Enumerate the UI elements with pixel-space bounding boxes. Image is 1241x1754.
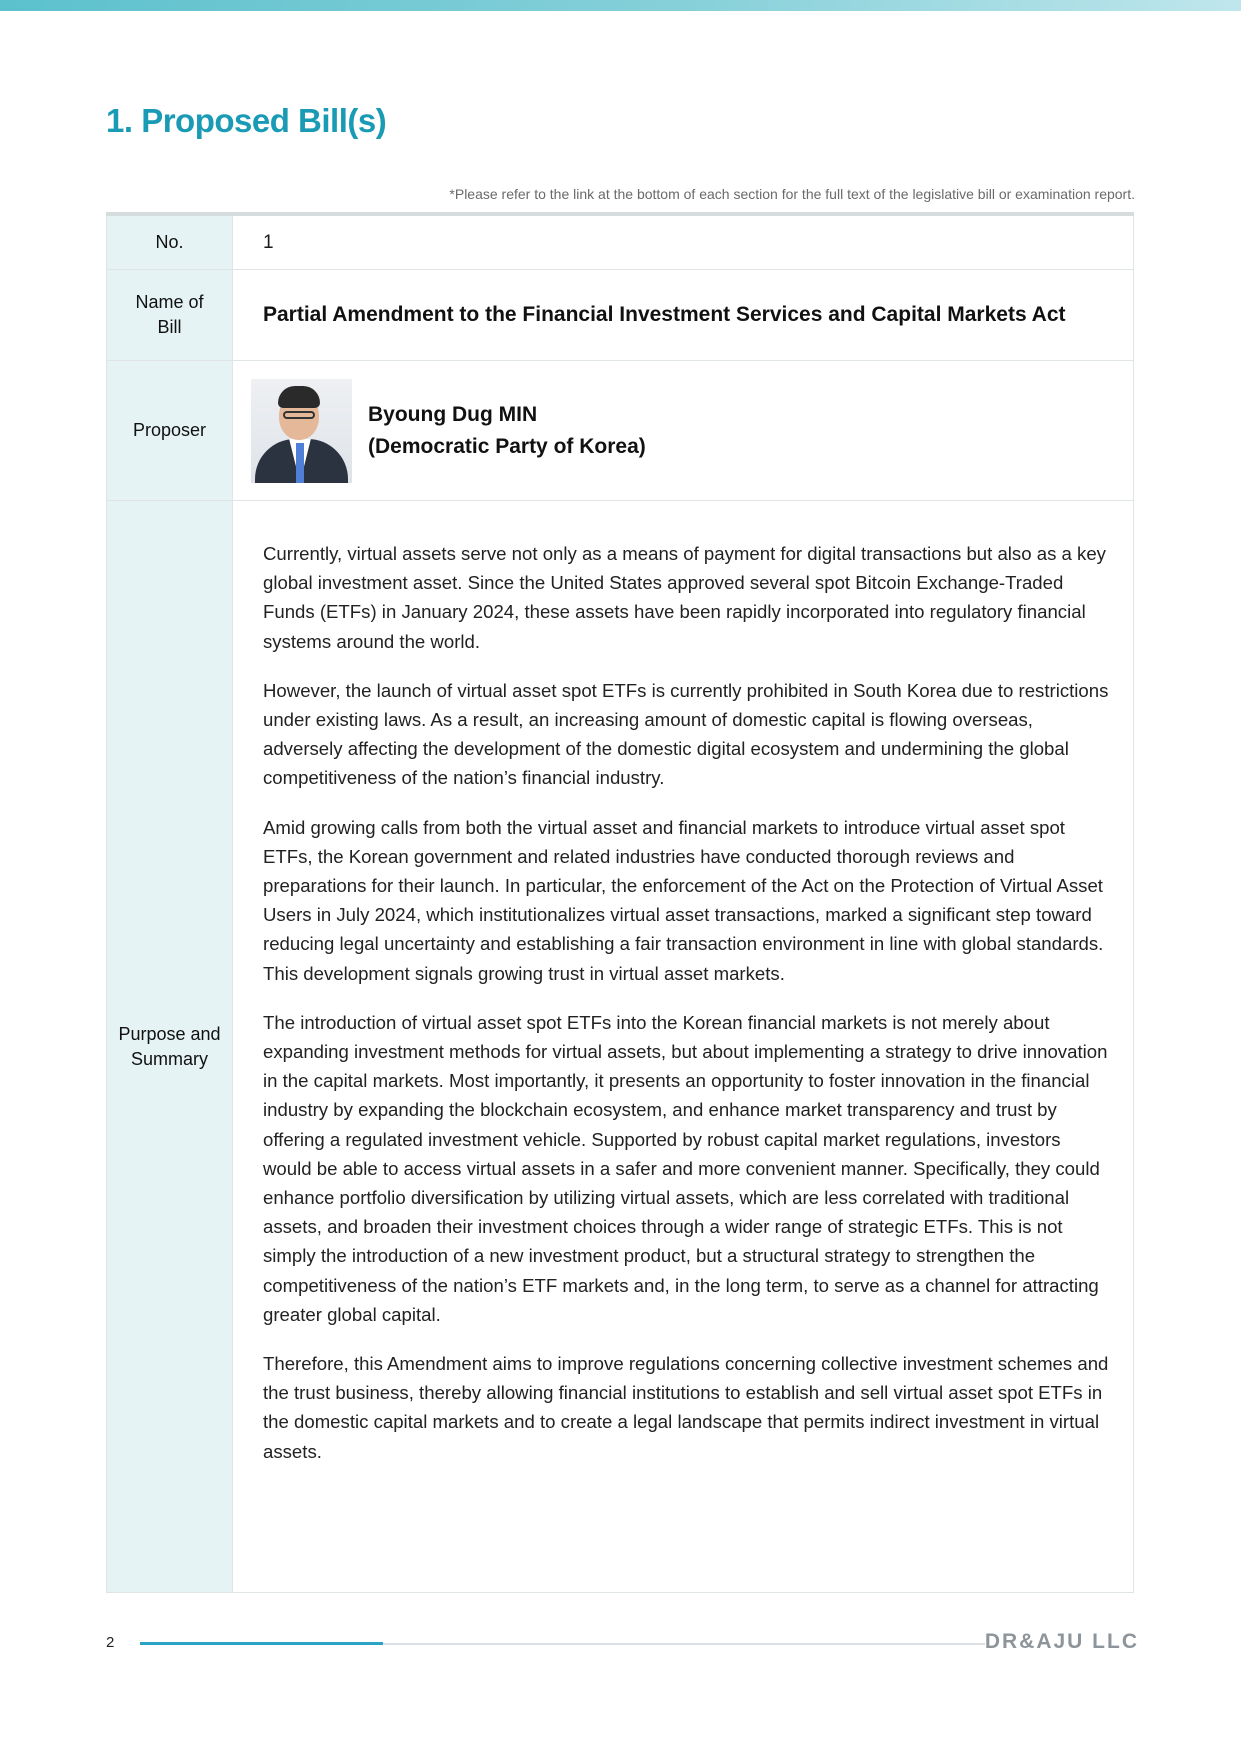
- proposer-text: [368, 399, 646, 463]
- photo-glasses: [283, 411, 315, 419]
- summary-body: [233, 501, 1134, 1593]
- proposer-photo: [251, 379, 352, 483]
- bill-name: Partial Amendment to the Financial Investment Services and Capital Markets Act: [233, 270, 1134, 361]
- table-row-proposer: [107, 361, 1134, 501]
- page-number: 2: [106, 1634, 115, 1651]
- photo-hair: [278, 386, 320, 408]
- footer-divider-accent: [140, 1642, 383, 1645]
- proposer-name: Byoung Dug MIN: [368, 402, 538, 426]
- name-label: [107, 270, 233, 361]
- proposer-party: (Democratic Party of Korea): [368, 434, 646, 458]
- summary-label: [107, 501, 233, 1593]
- reference-note: *Please refer to the link at the bottom of each section for the full text of the legislative bill or examination report.: [449, 186, 1135, 202]
- table-row-name: [107, 270, 1134, 361]
- photo-tie: [296, 443, 304, 483]
- no-label: No.: [107, 214, 233, 270]
- summary-paragraph: The introduction of virtual asset spot ETFs into the Korean financial markets is not merely about expanding investment methods for virtual assets, but about implementing a strategy to drive innovation in the capital markets. Most importantly, it presents an opportunity to foster innovation in the financial industry by expanding the blockchain ecosystem, and enhance market transparency and trust by offering a regulated investment vehicle. Supported by robust capital market regulations, investors would be able to access virtual assets in a safer and more convenient manner. Specifically, they could enhance portfolio diversification by utilizing virtual assets, which are less correlated with traditional assets, and broaden their investment choices through a wider range of strategic ETFs. This is not simply the introduction of a new investment product, but a structural strategy to strengthen the competitiveness of the nation’s ETF markets and, in the long term, to serve as a channel for attracting greater global capital.: [263, 1011, 1108, 1325]
- name-label-text: Name of Bill: [135, 292, 204, 337]
- summary-paragraph: Currently, virtual assets serve not only as a means of payment for digital transactions but also as a key global investment asset. Since the United States approved several spot Bitcoin Exchange-Traded Funds (ETFs) in January 2024, these assets have been rapidly incorporated into regulatory financial systems around the world.: [263, 543, 1106, 652]
- table-row-summary: [107, 501, 1134, 1593]
- top-accent-bar: [0, 0, 1241, 11]
- brand-logo: DR&AJU LLC: [984, 1630, 1139, 1653]
- table-row-no: [107, 214, 1134, 270]
- summary-paragraph: Therefore, this Amendment aims to improve regulations concerning collective investment schemes and the trust business, thereby allowing financial institutions to establish and sell virtual asset spot ETFs in the domestic capital markets and to create a legal landscape that permits indirect investment in virtual assets.: [263, 1353, 1109, 1462]
- bill-table: [106, 212, 1134, 1593]
- summary-paragraph: Amid growing calls from both the virtual asset and financial markets to introduce virtual asset spot ETFs, the Korean government and related industries have conducted thorough reviews and preparations for their launch. In particular, the enforcement of the Act on the Protection of Virtual Asset Users in July 2024, which institutionalizes virtual asset transactions, marked a significant step toward reducing legal uncertainty and establishing a fair transaction environment in line with global standards. This development signals growing trust in virtual asset markets.: [263, 816, 1104, 984]
- section-title: 1. Proposed Bill(s): [106, 102, 387, 139]
- proposer-block: [233, 379, 1133, 483]
- proposer-label: Proposer: [107, 361, 233, 501]
- proposer-value: [233, 361, 1134, 501]
- no-value: 1: [233, 214, 1134, 270]
- summary-label-text: Purpose and Summary: [118, 1023, 221, 1069]
- summary-paragraph: However, the launch of virtual asset spot ETFs is currently prohibited in South Korea due to restrictions under existing laws. As a result, an increasing amount of domestic capital is flowing overseas, adversely affecting the development of the domestic digital ecosystem and undermining the global competitiveness of the nation’s financial industry.: [263, 679, 1109, 789]
